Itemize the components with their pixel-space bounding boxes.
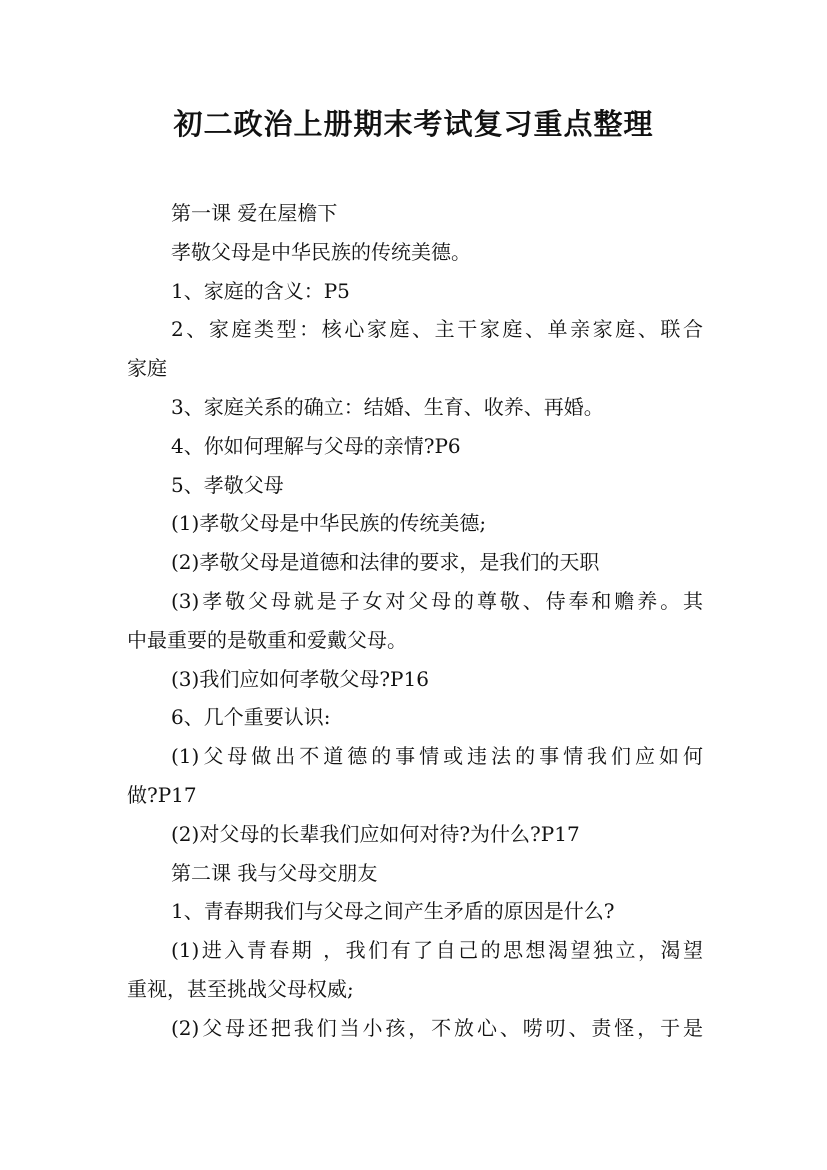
text-line: 中最重要的是敬重和爱戴父母。: [127, 627, 407, 652]
text-line: (1)进入青春期 ，我们有了自己的思想渴望独立，渴望: [171, 938, 703, 963]
text-line: 做?P17: [127, 782, 197, 807]
text-line: 孝敬父母是中华民族的传统美德。: [171, 239, 471, 264]
text-line: 1、青春期我们与父母之间产生矛盾的原因是什么?: [171, 899, 615, 924]
text-line: (2)对父母的长辈我们应如何对待?为什么?P17: [171, 821, 580, 846]
text-line: 2、家庭类型：核心家庭、主干家庭、单亲家庭、联合: [171, 317, 703, 342]
text-line: 5、孝敬父母: [171, 472, 284, 497]
text-line: (3)孝敬父母就是子女对父母的尊敬、侍奉和赡养。其: [171, 588, 703, 613]
text-line: 4、你如何理解与父母的亲情?P6: [171, 433, 461, 458]
text-line: (3)我们应如何孝敬父母?P16: [171, 666, 429, 691]
text-line: 6、几个重要认识:: [171, 705, 331, 730]
text-line: 重视，甚至挑战父母权威;: [127, 976, 354, 1001]
text-line: (2)父母还把我们当小孩，不放心、唠叨、责怪，于是: [171, 1015, 703, 1040]
text-line: 第二课 我与父母交朋友: [171, 860, 378, 885]
text-line: 家庭: [127, 356, 167, 381]
text-line: 3、家庭关系的确立：结婚、生育、收养、再婚。: [171, 394, 604, 419]
document-body: [127, 194, 703, 1048]
text-line: 第一课 爱在屋檐下: [171, 201, 338, 225]
text-line: (1)父母做出不道德的事情或违法的事情我们应如何: [171, 744, 703, 769]
text-line: (2)孝敬父母是道德和法律的要求，是我们的天职: [171, 550, 600, 575]
text-line: 1、家庭的含义：P5: [171, 278, 350, 303]
document-title: 初二政治上册期末考试复习重点整理: [173, 107, 654, 141]
text-line: (1)孝敬父母是中华民族的传统美德;: [171, 511, 487, 536]
